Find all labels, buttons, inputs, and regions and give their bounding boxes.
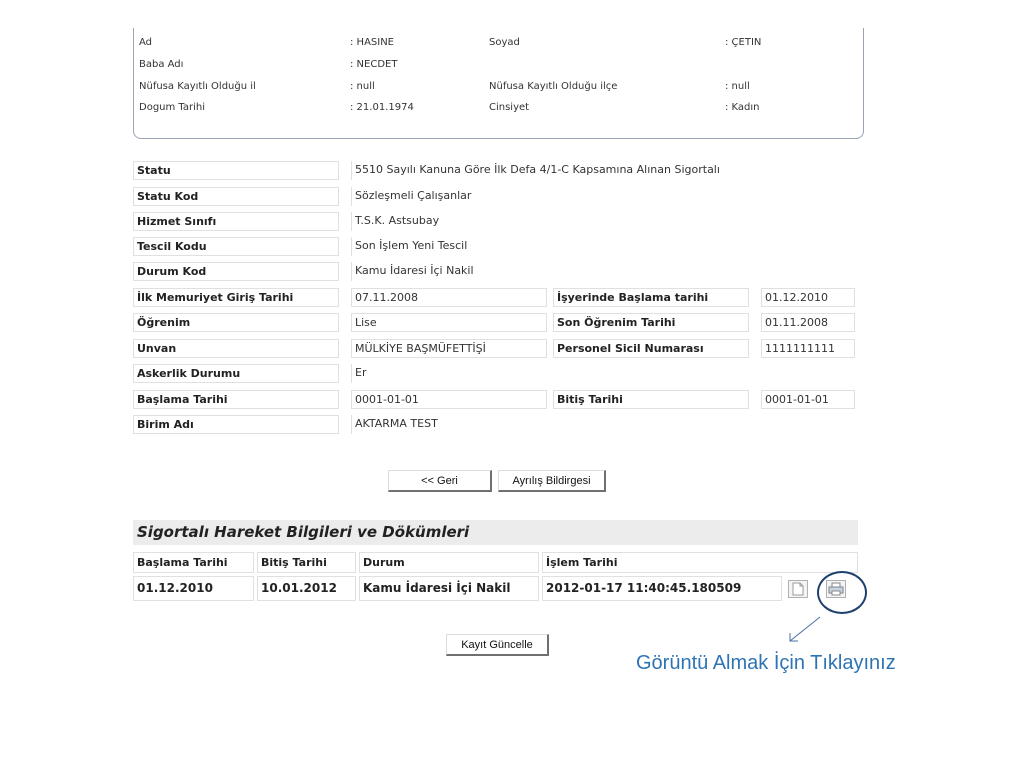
row-baslama-tarihi: 01.12.2010 bbox=[133, 576, 254, 601]
highlight-circle bbox=[817, 571, 867, 614]
son-ogrenim-value: 01.11.2008 bbox=[761, 313, 855, 332]
ogrenim-label: Öğrenim bbox=[133, 313, 339, 332]
hizmet-value: T.S.K. Astsubay bbox=[351, 212, 651, 231]
ilk-giris-value: 07.11.2008 bbox=[351, 288, 547, 307]
nufus-ilce-label: Nüfusa Kayıtlı Olduğu ilçe bbox=[489, 81, 618, 92]
statu-value: 5510 Sayılı Kanuna Göre İlk Defa 4/1-C Kapsamına Alınan Sigortalı bbox=[351, 161, 831, 180]
row-durum: Kamu İdaresi İçi Nakil bbox=[359, 576, 539, 601]
statu-kod-value: Sözleşmeli Çalışanlar bbox=[351, 187, 651, 206]
ad-label: Ad bbox=[139, 37, 153, 48]
back-button[interactable]: << Geri bbox=[388, 470, 492, 492]
hizmet-label: Hizmet Sınıfı bbox=[133, 212, 339, 231]
soyad-label: Soyad bbox=[489, 37, 520, 48]
birim-value: AKTARMA TEST bbox=[351, 415, 547, 434]
baba-value: : NECDET bbox=[350, 59, 398, 70]
movements-section-title: Sigortalı Hareket Bilgileri ve Dökümleri bbox=[133, 520, 858, 545]
tescil-value: Son İşlem Yeni Tescil bbox=[351, 237, 651, 256]
nufus-il-value: : null bbox=[350, 81, 375, 92]
unvan-label: Unvan bbox=[133, 339, 339, 358]
cinsiyet-label: Cinsiyet bbox=[489, 102, 530, 113]
cinsiyet-value: : Kadın bbox=[725, 102, 760, 113]
isyeri-baslama-label: İşyerinde Başlama tarihi bbox=[553, 288, 749, 307]
kayit-guncelle-button[interactable]: Kayıt Güncelle bbox=[446, 634, 549, 656]
col-bitis-tarihi: Bitiş Tarihi bbox=[257, 552, 356, 573]
baslama-tarihi-value: 0001-01-01 bbox=[351, 390, 547, 409]
isyeri-baslama-value: 01.12.2010 bbox=[761, 288, 855, 307]
bitis-tarihi-label: Bitiş Tarihi bbox=[553, 390, 749, 409]
annotation-text: Görüntü Almak İçin Tıklayınız bbox=[636, 652, 896, 674]
col-baslama-tarihi: Başlama Tarihi bbox=[133, 552, 254, 573]
statu-kod-label: Statu Kod bbox=[133, 187, 339, 206]
nufus-ilce-value: : null bbox=[725, 81, 750, 92]
askerlik-value: Er bbox=[351, 364, 547, 383]
ad-value: : HASINE bbox=[350, 37, 395, 48]
nufus-il-label: Nüfusa Kayıtlı Olduğu il bbox=[139, 81, 256, 92]
dogum-label: Dogum Tarihi bbox=[139, 102, 206, 113]
col-islem-tarihi: İşlem Tarihi bbox=[542, 552, 858, 573]
baba-label: Baba Adı bbox=[139, 59, 184, 70]
ilk-giris-label: İlk Memuriyet Giriş Tarihi bbox=[133, 288, 339, 307]
ayrilis-bildirgesi-button[interactable]: Ayrılış Bildirgesi bbox=[498, 470, 606, 492]
tescil-label: Tescil Kodu bbox=[133, 237, 339, 256]
baslama-tarihi-label: Başlama Tarihi bbox=[133, 390, 339, 409]
dogum-value: : 21.01.1974 bbox=[350, 102, 414, 113]
row-islem-tarihi: 2012-01-17 11:40:45.180509 bbox=[542, 576, 782, 601]
son-ogrenim-label: Son Öğrenim Tarihi bbox=[553, 313, 749, 332]
document-icon[interactable] bbox=[788, 580, 808, 598]
col-durum: Durum bbox=[359, 552, 539, 573]
unvan-value: MÜLKİYE BAŞMÜFETTİŞİ bbox=[351, 339, 547, 358]
durum-kod-label: Durum Kod bbox=[133, 262, 339, 281]
personal-info-panel bbox=[133, 28, 864, 139]
soyad-value: : ÇETIN bbox=[725, 37, 762, 48]
durum-kod-value: Kamu İdaresi İçi Nakil bbox=[351, 262, 651, 281]
bitis-tarihi-value: 0001-01-01 bbox=[761, 390, 855, 409]
ogrenim-value: Lise bbox=[351, 313, 547, 332]
statu-label: Statu bbox=[133, 161, 339, 180]
sicil-value: 1111111111 bbox=[761, 339, 855, 358]
annotation-arrow bbox=[784, 614, 824, 646]
askerlik-label: Askerlik Durumu bbox=[133, 364, 339, 383]
row-bitis-tarihi: 10.01.2012 bbox=[257, 576, 356, 601]
birim-label: Birim Adı bbox=[133, 415, 339, 434]
sicil-label: Personel Sicil Numarası bbox=[553, 339, 749, 358]
